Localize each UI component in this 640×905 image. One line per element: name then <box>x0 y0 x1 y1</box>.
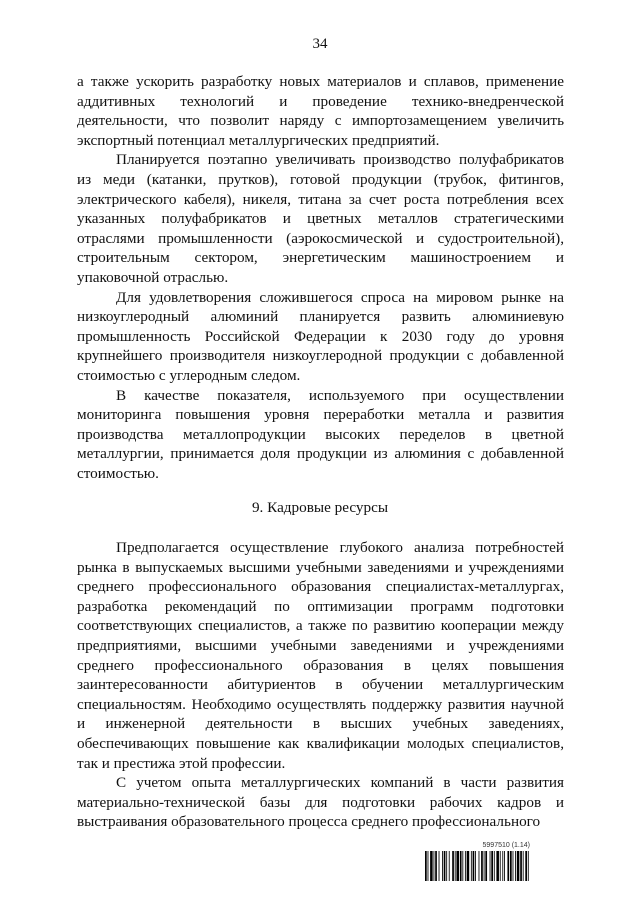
barcode-bar <box>517 851 520 881</box>
barcode-bar <box>473 851 475 881</box>
barcode-bar <box>507 851 509 881</box>
barcode-bar <box>462 851 463 881</box>
barcode-bar <box>455 851 456 881</box>
barcode-bar <box>446 851 447 881</box>
barcode-bar <box>442 851 443 881</box>
barcode-bar <box>460 851 462 881</box>
barcode-bar <box>475 851 476 881</box>
paragraph: С учетом опыта металлургических компаний в части развития материально-технической базы для подготовки рабочих кадров и выстраивания образовательного процесса среднего профессионального <box>77 774 564 831</box>
barcode-bar <box>484 851 485 881</box>
barcode-bar <box>465 851 466 881</box>
paragraph: Для удовлетворения сложившегося спроса на мировом рынке на низкоуглеродный алюминий планируется развить алюминиевую промышленность Российской Федерации к 2030 году до уровня крупнейшего производителя низкоуглеродной продукции с добавленной стоимостью с углеродным следом. <box>77 288 564 384</box>
barcode-bar <box>485 851 487 881</box>
barcode-bar <box>504 851 505 881</box>
barcode-bar <box>434 851 435 881</box>
barcode-bar <box>439 851 440 881</box>
text-block-top <box>77 72 564 483</box>
paragraph: В качестве показателя, используемого при осуществлении мониторинга повышения уровня переработки металла и развития производства металлопродукции высоких переделов в цветной металлургии, принимается доля продукции из алюминия с добавленной стоимостью. <box>77 386 564 482</box>
barcode-bar <box>494 851 495 881</box>
paragraph: Предполагается осуществление глубокого анализа потребностей рынка в выпускаемых высшими учебными заведениями и учреждениями среднего профессионального образования специалистах-металлургах, разработка рекомендаций по оптимизации программ подготовки соответствующих специалистов, а также по развитию кооперации между предприятиями, высшими учебными заведениями и учреждениями среднего профессионального образования в целях повышения заинтересованности абитуриентов в обучении металлургическим специальностям. Необходимо осуществлять поддержку развития научной и инженерной деятельности в высших учебных заведениях, обеспечивающих повышение как квалификации молодых специалистов, так и престижа этой профессии. <box>77 539 564 772</box>
barcode-bar <box>520 851 522 881</box>
barcode-bar <box>496 851 499 881</box>
barcode-bar <box>428 851 429 881</box>
barcode-bar <box>456 851 459 881</box>
barcode-bar <box>430 851 433 881</box>
stamp-code: 5997510 (1.14) <box>482 842 530 849</box>
barcode-bar <box>502 851 503 881</box>
barcode-bar <box>490 851 491 881</box>
barcode-bar <box>471 851 472 881</box>
barcode-bar <box>491 851 493 881</box>
barcode-bar <box>425 851 427 881</box>
barcode-bar <box>449 851 450 881</box>
barcode-bar <box>444 851 446 881</box>
barcode-bar <box>452 851 454 881</box>
barcode-bar <box>523 851 524 881</box>
paragraph: а также ускорить разработку новых материалов и сплавов, применение аддитивных технологий и проведение технико-внедренческой деятельности, что позволит наряду с импортозамещением увеличить экспортный потенциал металлургических предприятий. <box>77 73 564 149</box>
page-number: 34 <box>312 36 328 52</box>
document-stamp <box>425 842 570 892</box>
barcode-image <box>425 851 570 881</box>
barcode-bar <box>513 851 514 881</box>
barcode-bar <box>510 851 512 881</box>
section-heading: 9. Кадровые ресурсы <box>251 499 389 516</box>
paragraph: Планируется поэтапно увеличивать производство полуфабрикатов из меди (катанки, прутков), готовой продукции (трубок, фитингов, электрического кабеля), никеля, титана за счет роста потребления всех указанных полуфабрикатов и цветных металлов стратегическими отраслями промышленности (аэрокосмической и судостроительной), строительным сектором, энергетическим машиностроением и упаковочной отраслью. <box>77 151 564 286</box>
barcode-bar <box>500 851 501 881</box>
barcode-bar <box>435 851 437 881</box>
barcode-bar <box>525 851 527 881</box>
barcode-bar <box>515 851 516 881</box>
barcode-bar <box>481 851 483 881</box>
barcode-bar <box>528 851 529 881</box>
text-block-bottom <box>77 538 564 832</box>
barcode-bar <box>467 851 470 881</box>
barcode-bar <box>479 851 480 881</box>
